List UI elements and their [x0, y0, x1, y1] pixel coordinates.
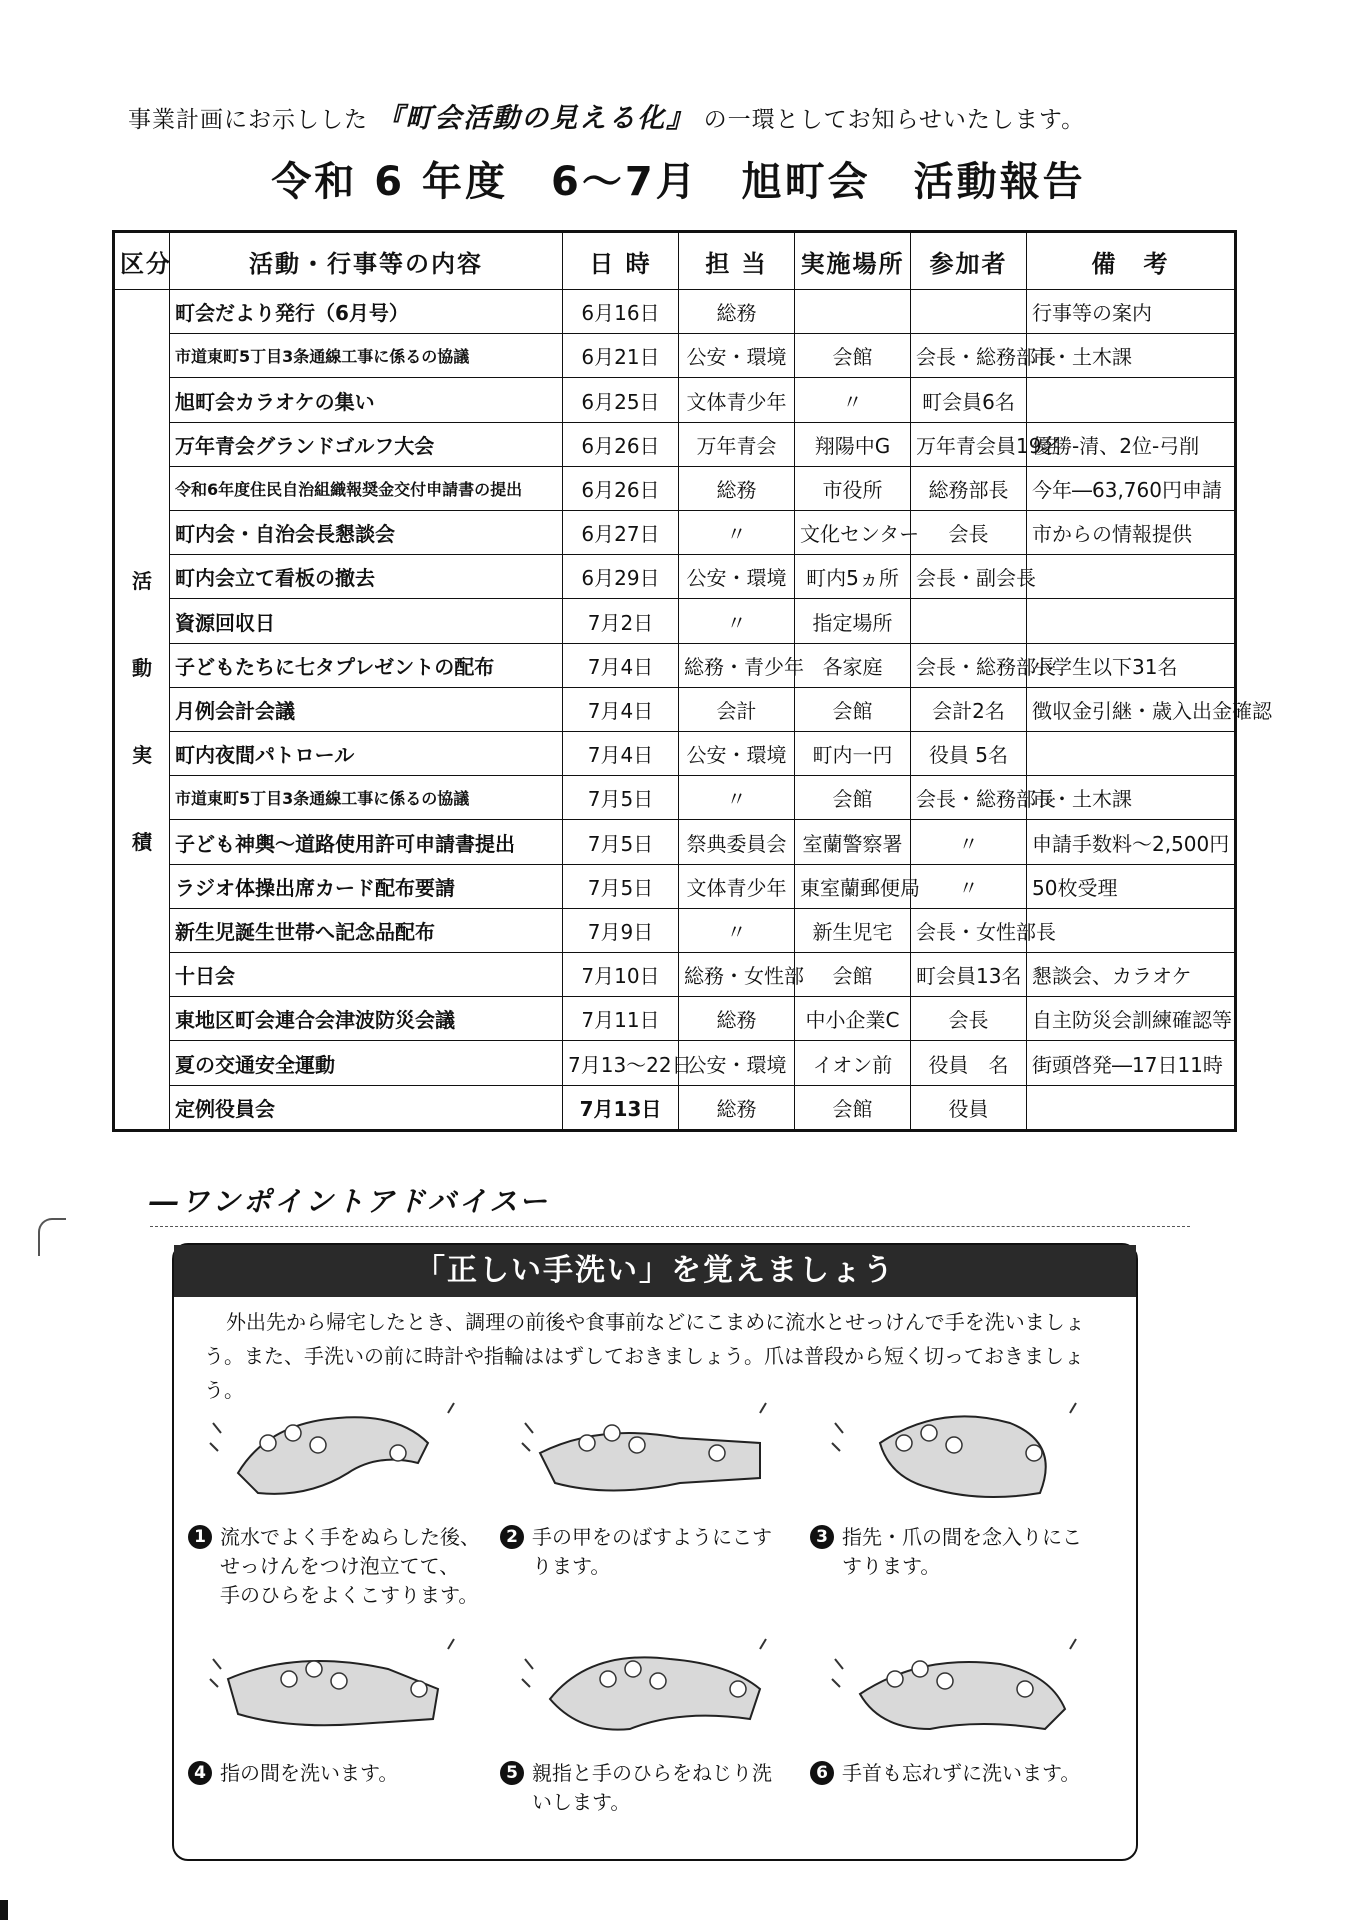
dashed-divider	[150, 1226, 1190, 1227]
cell-participants: 役員	[911, 1085, 1027, 1130]
table-row	[114, 334, 1236, 378]
cell-content: 東地区町会連合会津波防災会議	[170, 997, 563, 1041]
cell-participants: 会計2名	[911, 687, 1027, 731]
header-kubun: 区分	[114, 232, 170, 290]
cell-tantou: 公安・環境	[679, 555, 795, 599]
cell-notes: 街頭啓発―17日11時	[1027, 1041, 1236, 1085]
scan-corner-mark	[0, 1900, 8, 1920]
cell-content: 新生児誕生世帯へ記念品配布	[170, 908, 563, 952]
step-caption-line: ります。	[532, 1554, 611, 1578]
cell-notes: 徴収金引継・歳入出金確認	[1027, 687, 1236, 731]
cell-notes: 今年―63,760円申請	[1027, 466, 1236, 510]
table-row	[114, 997, 1236, 1041]
cell-content: 町内会・自治会長懇談会	[170, 511, 563, 555]
step-caption	[810, 1523, 1110, 1581]
cell-content: 市道東町5丁目3条通線工事に係るの協議	[170, 776, 563, 820]
cell-date: 6月21日	[563, 334, 679, 378]
cell-content: 万年青会グランドゴルフ大会	[170, 422, 563, 466]
cell-notes: 50枚受理	[1027, 864, 1236, 908]
step-caption-line: 手のひらをよくこすります。	[220, 1583, 479, 1607]
cell-tantou: 総務	[679, 466, 795, 510]
cell-date: 6月16日	[563, 290, 679, 334]
cell-date: 6月29日	[563, 555, 679, 599]
cell-date: 7月4日	[563, 687, 679, 731]
cell-place: 町内5ヵ所	[795, 555, 911, 599]
cell-date: 6月25日	[563, 378, 679, 422]
handwash-tip-box	[172, 1243, 1138, 1861]
cell-date: 6月26日	[563, 422, 679, 466]
cell-tantou: 公安・環境	[679, 1041, 795, 1085]
step-caption-line: 指先・爪の間を念入りにこ	[842, 1525, 1082, 1549]
cell-tantou: 〃	[679, 776, 795, 820]
cell-notes: 小学生以下31名	[1027, 643, 1236, 687]
handwash-step	[810, 1383, 1110, 1581]
step-caption-line: 親指と手のひらをねじり洗	[532, 1761, 772, 1785]
cell-place: 室蘭警察署	[795, 820, 911, 864]
step-caption	[500, 1759, 800, 1817]
intro-emphasis: 『町会活動の見える化』	[376, 103, 696, 134]
cell-date: 7月5日	[563, 776, 679, 820]
cell-place: 新生児宅	[795, 908, 911, 952]
cell-place: 会館	[795, 334, 911, 378]
handwash-step	[810, 1619, 1110, 1788]
page-title: 令和 6 年度 6～7月 旭町会 活動報告	[271, 159, 1086, 205]
step-caption	[810, 1759, 1110, 1788]
cell-place: 指定場所	[795, 599, 911, 643]
step-caption	[188, 1759, 488, 1788]
cell-participants: 町会員6名	[911, 378, 1027, 422]
cell-notes: 懇談会、カラオケ	[1027, 953, 1236, 997]
cell-place: 各家庭	[795, 643, 911, 687]
cell-participants: 会長・総務部長	[911, 776, 1027, 820]
cell-notes: 優勝-清、2位-弓削	[1027, 422, 1236, 466]
hand-washing-illustration-icon	[198, 1383, 468, 1513]
cell-content: 十日会	[170, 953, 563, 997]
cell-tantou: 祭典委員会	[679, 820, 795, 864]
header-date: 日 時	[563, 232, 679, 290]
cell-date: 6月26日	[563, 466, 679, 510]
cell-content: 月例会計会議	[170, 687, 563, 731]
cell-tantou: 文体青少年	[679, 864, 795, 908]
cell-tantou: 〃	[679, 599, 795, 643]
cell-tantou: 会計	[679, 687, 795, 731]
cell-participants: 会長・総務部長	[911, 643, 1027, 687]
handwash-step	[500, 1619, 800, 1817]
table-row	[114, 1085, 1236, 1130]
cell-tantou: 文体青少年	[679, 378, 795, 422]
cell-notes: 市・土木課	[1027, 776, 1236, 820]
hand-washing-illustration-icon	[510, 1383, 780, 1513]
cell-place: 会館	[795, 776, 911, 820]
hand-washing-illustration-icon	[820, 1383, 1090, 1513]
handwash-steps	[174, 1383, 1136, 1853]
step-caption-line: 流水でよく手をぬらした後、	[220, 1525, 480, 1549]
cell-notes: 市からの情報提供	[1027, 511, 1236, 555]
decorative-bracket	[38, 1218, 66, 1256]
intro-line	[128, 96, 1258, 135]
header-content: 活動・行事等の内容	[170, 232, 563, 290]
cell-content: 町会だより発行（6月号）	[170, 290, 563, 334]
cell-content: 町内会立て看板の撤去	[170, 555, 563, 599]
cell-notes	[1027, 732, 1236, 776]
cell-tantou: 総務	[679, 997, 795, 1041]
cell-content: 子ども神輿～道路使用許可申請書提出	[170, 820, 563, 864]
advisor-title: ―ワンポイントアドバイスー	[150, 1185, 550, 1218]
cell-participants	[911, 290, 1027, 334]
cell-content: ラジオ体操出席カード配布要請	[170, 864, 563, 908]
table-row	[114, 687, 1236, 731]
cell-tantou: 総務	[679, 290, 795, 334]
table-row	[114, 953, 1236, 997]
step-caption-line: 手の甲をのばすようにこす	[532, 1525, 772, 1549]
cell-place: 中小企業C	[795, 997, 911, 1041]
step-number-badge: 5	[500, 1761, 524, 1785]
cell-participants: 会長・総務部長	[911, 334, 1027, 378]
cell-notes: 行事等の案内	[1027, 290, 1236, 334]
cell-place: イオン前	[795, 1041, 911, 1085]
cell-tantou: 万年青会	[679, 422, 795, 466]
cell-place: 会館	[795, 687, 911, 731]
cell-date: 7月9日	[563, 908, 679, 952]
kubun-char: 活	[132, 568, 152, 593]
cell-tantou: 〃	[679, 511, 795, 555]
cell-notes	[1027, 908, 1236, 952]
step-number-badge: 2	[500, 1525, 524, 1549]
handwash-step	[188, 1383, 488, 1610]
step-caption-line: 手首も忘れずに洗います。	[842, 1761, 1081, 1785]
cell-notes	[1027, 555, 1236, 599]
cell-date: 6月27日	[563, 511, 679, 555]
cell-date: 7月5日	[563, 864, 679, 908]
kubun-cell	[114, 290, 170, 1131]
cell-date: 7月4日	[563, 732, 679, 776]
cell-participants: 役員 5名	[911, 732, 1027, 776]
table-row	[114, 643, 1236, 687]
cell-place: 会館	[795, 1085, 911, 1130]
cell-tantou: 〃	[679, 908, 795, 952]
table-row	[114, 820, 1236, 864]
header-place: 実施場所	[795, 232, 911, 290]
table-row	[114, 511, 1236, 555]
activity-table	[112, 230, 1272, 1132]
table-row	[114, 290, 1236, 334]
cell-participants: 〃	[911, 820, 1027, 864]
cell-participants: 会長・女性部長	[911, 908, 1027, 952]
hand-washing-illustration-icon	[198, 1619, 468, 1749]
table-row	[114, 1041, 1236, 1085]
cell-notes	[1027, 378, 1236, 422]
cell-content: 定例役員会	[170, 1085, 563, 1130]
cell-notes: 自主防災会訓練確認等	[1027, 997, 1236, 1041]
step-number-badge: 1	[188, 1525, 212, 1549]
table-row	[114, 864, 1236, 908]
table-row	[114, 466, 1236, 510]
tip-heading: 「正しい手洗い」を覚えましょう	[174, 1245, 1136, 1297]
cell-notes	[1027, 1085, 1236, 1130]
tip-line-1: 外出先から帰宅したとき、調理の前後や食事前などにこまめに流水とせっけんで手を洗いましょ	[226, 1310, 1085, 1334]
intro-before: 事業計画にお示しした	[128, 107, 368, 133]
header-participants: 参加者	[911, 232, 1027, 290]
cell-tantou: 公安・環境	[679, 732, 795, 776]
cell-content: 市道東町5丁目3条通線工事に係るの協議	[170, 334, 563, 378]
cell-place: 会館	[795, 953, 911, 997]
cell-date: 7月5日	[563, 820, 679, 864]
table-header-row	[114, 232, 1236, 290]
step-number-badge: 3	[810, 1525, 834, 1549]
cell-tantou: 総務・青少年	[679, 643, 795, 687]
header-tantou: 担 当	[679, 232, 795, 290]
tip-line-2: う。また、手洗いの前に時計や指輪ははずしておきましょう。爪は普段から短く切っておきましょう。	[204, 1344, 1084, 1402]
intro-after: の一環としてお知らせいたします。	[703, 107, 1086, 133]
cell-tantou: 総務	[679, 1085, 795, 1130]
cell-place: 翔陽中G	[795, 422, 911, 466]
kubun-char: 積	[132, 829, 152, 854]
cell-participants: 〃	[911, 864, 1027, 908]
cell-content: 夏の交通安全運動	[170, 1041, 563, 1085]
table-row	[114, 378, 1236, 422]
step-number-badge: 4	[188, 1761, 212, 1785]
cell-content: 旭町会カラオケの集い	[170, 378, 563, 422]
cell-date: 7月4日	[563, 643, 679, 687]
cell-participants: 会長	[911, 997, 1027, 1041]
table-row	[114, 599, 1236, 643]
step-caption-line: すります。	[842, 1554, 941, 1578]
table-row	[114, 555, 1236, 599]
table-row	[114, 776, 1236, 820]
step-caption	[500, 1523, 800, 1581]
cell-place: 東室蘭郵便局	[795, 864, 911, 908]
kubun-char: 動	[132, 655, 152, 680]
step-number-badge: 6	[810, 1761, 834, 1785]
cell-date: 7月13日	[563, 1085, 679, 1130]
cell-content: 町内夜間パトロール	[170, 732, 563, 776]
hand-washing-illustration-icon	[510, 1619, 780, 1749]
cell-participants: 万年青会員19名	[911, 422, 1027, 466]
cell-participants: 役員 名	[911, 1041, 1027, 1085]
cell-place	[795, 290, 911, 334]
step-caption-line: せっけんをつけ泡立てて、	[220, 1554, 460, 1578]
cell-place: 町内一円	[795, 732, 911, 776]
table-row	[114, 422, 1236, 466]
step-caption-line: 指の間を洗います。	[220, 1761, 399, 1785]
hand-washing-illustration-icon	[820, 1619, 1090, 1749]
cell-participants: 会長	[911, 511, 1027, 555]
cell-date: 7月2日	[563, 599, 679, 643]
handwash-step	[500, 1383, 800, 1581]
cell-content: 子どもたちに七タプレゼントの配布	[170, 643, 563, 687]
cell-participants: 会長・副会長	[911, 555, 1027, 599]
cell-content: 資源回収日	[170, 599, 563, 643]
cell-notes: 申請手数料～2,500円	[1027, 820, 1236, 864]
handwash-step	[188, 1619, 488, 1788]
table-row	[114, 732, 1236, 776]
step-caption-line: いします。	[532, 1790, 631, 1814]
cell-participants: 町会員13名	[911, 953, 1027, 997]
cell-date: 7月13～22日	[563, 1041, 679, 1085]
cell-tantou: 公安・環境	[679, 334, 795, 378]
cell-date: 7月10日	[563, 953, 679, 997]
cell-notes: 市・土木課	[1027, 334, 1236, 378]
cell-notes	[1027, 599, 1236, 643]
header-notes: 備 考	[1027, 232, 1236, 290]
cell-place: 市役所	[795, 466, 911, 510]
cell-content: 令和6年度住民自治組織報奨金交付申請書の提出	[170, 466, 563, 510]
cell-place: 〃	[795, 378, 911, 422]
cell-participants: 総務部長	[911, 466, 1027, 510]
cell-place: 文化センター	[795, 511, 911, 555]
step-caption	[188, 1523, 488, 1610]
cell-participants	[911, 599, 1027, 643]
cell-tantou: 総務・女性部	[679, 953, 795, 997]
cell-date: 7月11日	[563, 997, 679, 1041]
kubun-char: 実	[132, 742, 152, 767]
table-row	[114, 908, 1236, 952]
